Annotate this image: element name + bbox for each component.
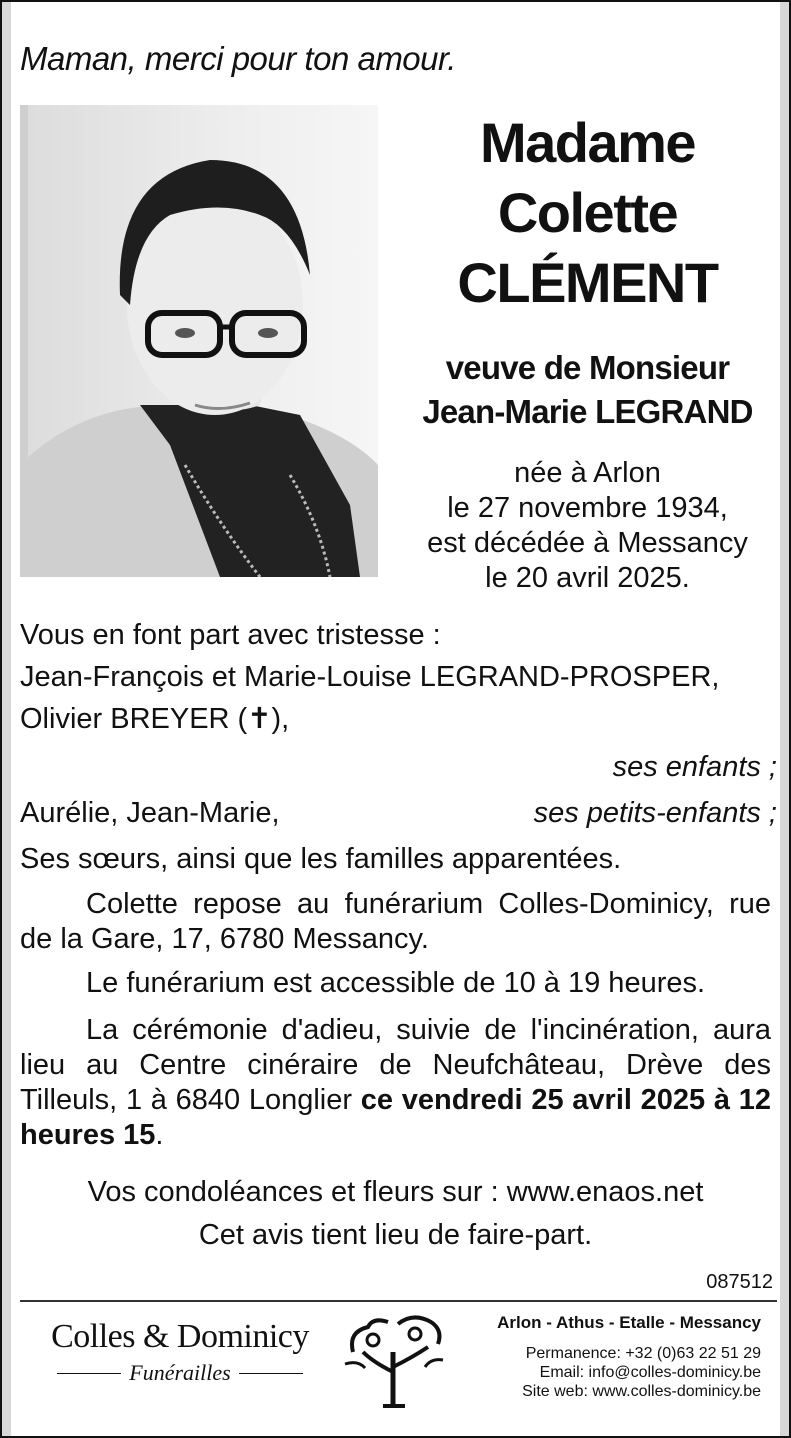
- died-date: le 20 avril 2025.: [485, 562, 690, 594]
- repose-paragraph: Colette repose au funérarium Colles-Dominicy, rue de la Gare, 17, 6780 Messancy.: [20, 888, 771, 955]
- phone-line: Permanence: +32 (0)63 22 51 29: [525, 1345, 761, 1362]
- children-line-2: Olivier BREYER (✝),: [20, 703, 290, 735]
- born-place: née à Arlon: [514, 457, 661, 489]
- footer-divider: [20, 1300, 777, 1302]
- born-date: le 27 novembre 1934,: [447, 492, 728, 524]
- deceased-title: Madame: [479, 111, 696, 174]
- life-dates: [390, 456, 785, 596]
- logo-line-right: [239, 1373, 303, 1374]
- email-line: Email: info@colles-dominicy.be: [539, 1364, 761, 1381]
- grandchildren-role: ses petits-enfants ;: [533, 797, 777, 829]
- website-line: Site web: www.colles-dominicy.be: [522, 1383, 761, 1400]
- deceased-last-name: CLÉMENT: [457, 251, 718, 314]
- portrait-photo: [20, 105, 378, 577]
- announcement-intro: Vous en font part avec tristesse :: [20, 619, 441, 651]
- reference-number: 087512: [706, 1271, 773, 1293]
- contact-info: [522, 1344, 761, 1401]
- spouse-line-1: veuve de Monsieur: [445, 349, 730, 386]
- logo-line-left: [57, 1373, 121, 1374]
- children-role: ses enfants ;: [612, 751, 777, 783]
- spouse-line-2: Jean-Marie LEGRAND: [422, 393, 753, 430]
- motto: Maman, merci pour ton amour.: [20, 40, 456, 77]
- siblings-line: Ses sœurs, ainsi que les familles apparentées.: [20, 843, 622, 875]
- funeral-home-subtitle: Funérailles: [129, 1360, 231, 1385]
- funeral-home-logo: [40, 1318, 320, 1386]
- condolences-line: Vos condoléances et fleurs sur : www.enaos.net: [87, 1176, 704, 1208]
- branch-towns: Arlon - Athus - Etalle - Messancy: [497, 1313, 761, 1332]
- funeral-home-name: Colles & Dominicy: [51, 1318, 309, 1355]
- died-place: est décédée à Messancy: [427, 527, 748, 559]
- children-line-1: Jean-François et Marie-Louise LEGRAND-PROSPER,: [20, 661, 720, 693]
- grandchildren-names: Aurélie, Jean-Marie,: [20, 797, 280, 829]
- spouse-info: [390, 346, 785, 434]
- ceremony-paragraph: La cérémonie d'adieu, suivie de l'incinération, aura lieu au Centre cinéraire de Neufchâteau, Drève des Tilleuls, 1 à 6840 Longlier ce vendredi 25 avril 2025 à 12 heures 15.: [20, 1014, 771, 1151]
- deceased-name: [390, 108, 785, 318]
- tree-icon: [343, 1312, 447, 1408]
- notice-line: Cet avis tient lieu de faire-part.: [198, 1219, 593, 1251]
- deceased-first-name: Colette: [497, 181, 678, 244]
- cross-icon: ✝: [247, 703, 272, 735]
- ceremony-date: ce vendredi 25 avril 2025 à 12 heures 15: [20, 1084, 771, 1151]
- hours-paragraph: Le funérarium est accessible de 10 à 19 heures.: [86, 967, 706, 999]
